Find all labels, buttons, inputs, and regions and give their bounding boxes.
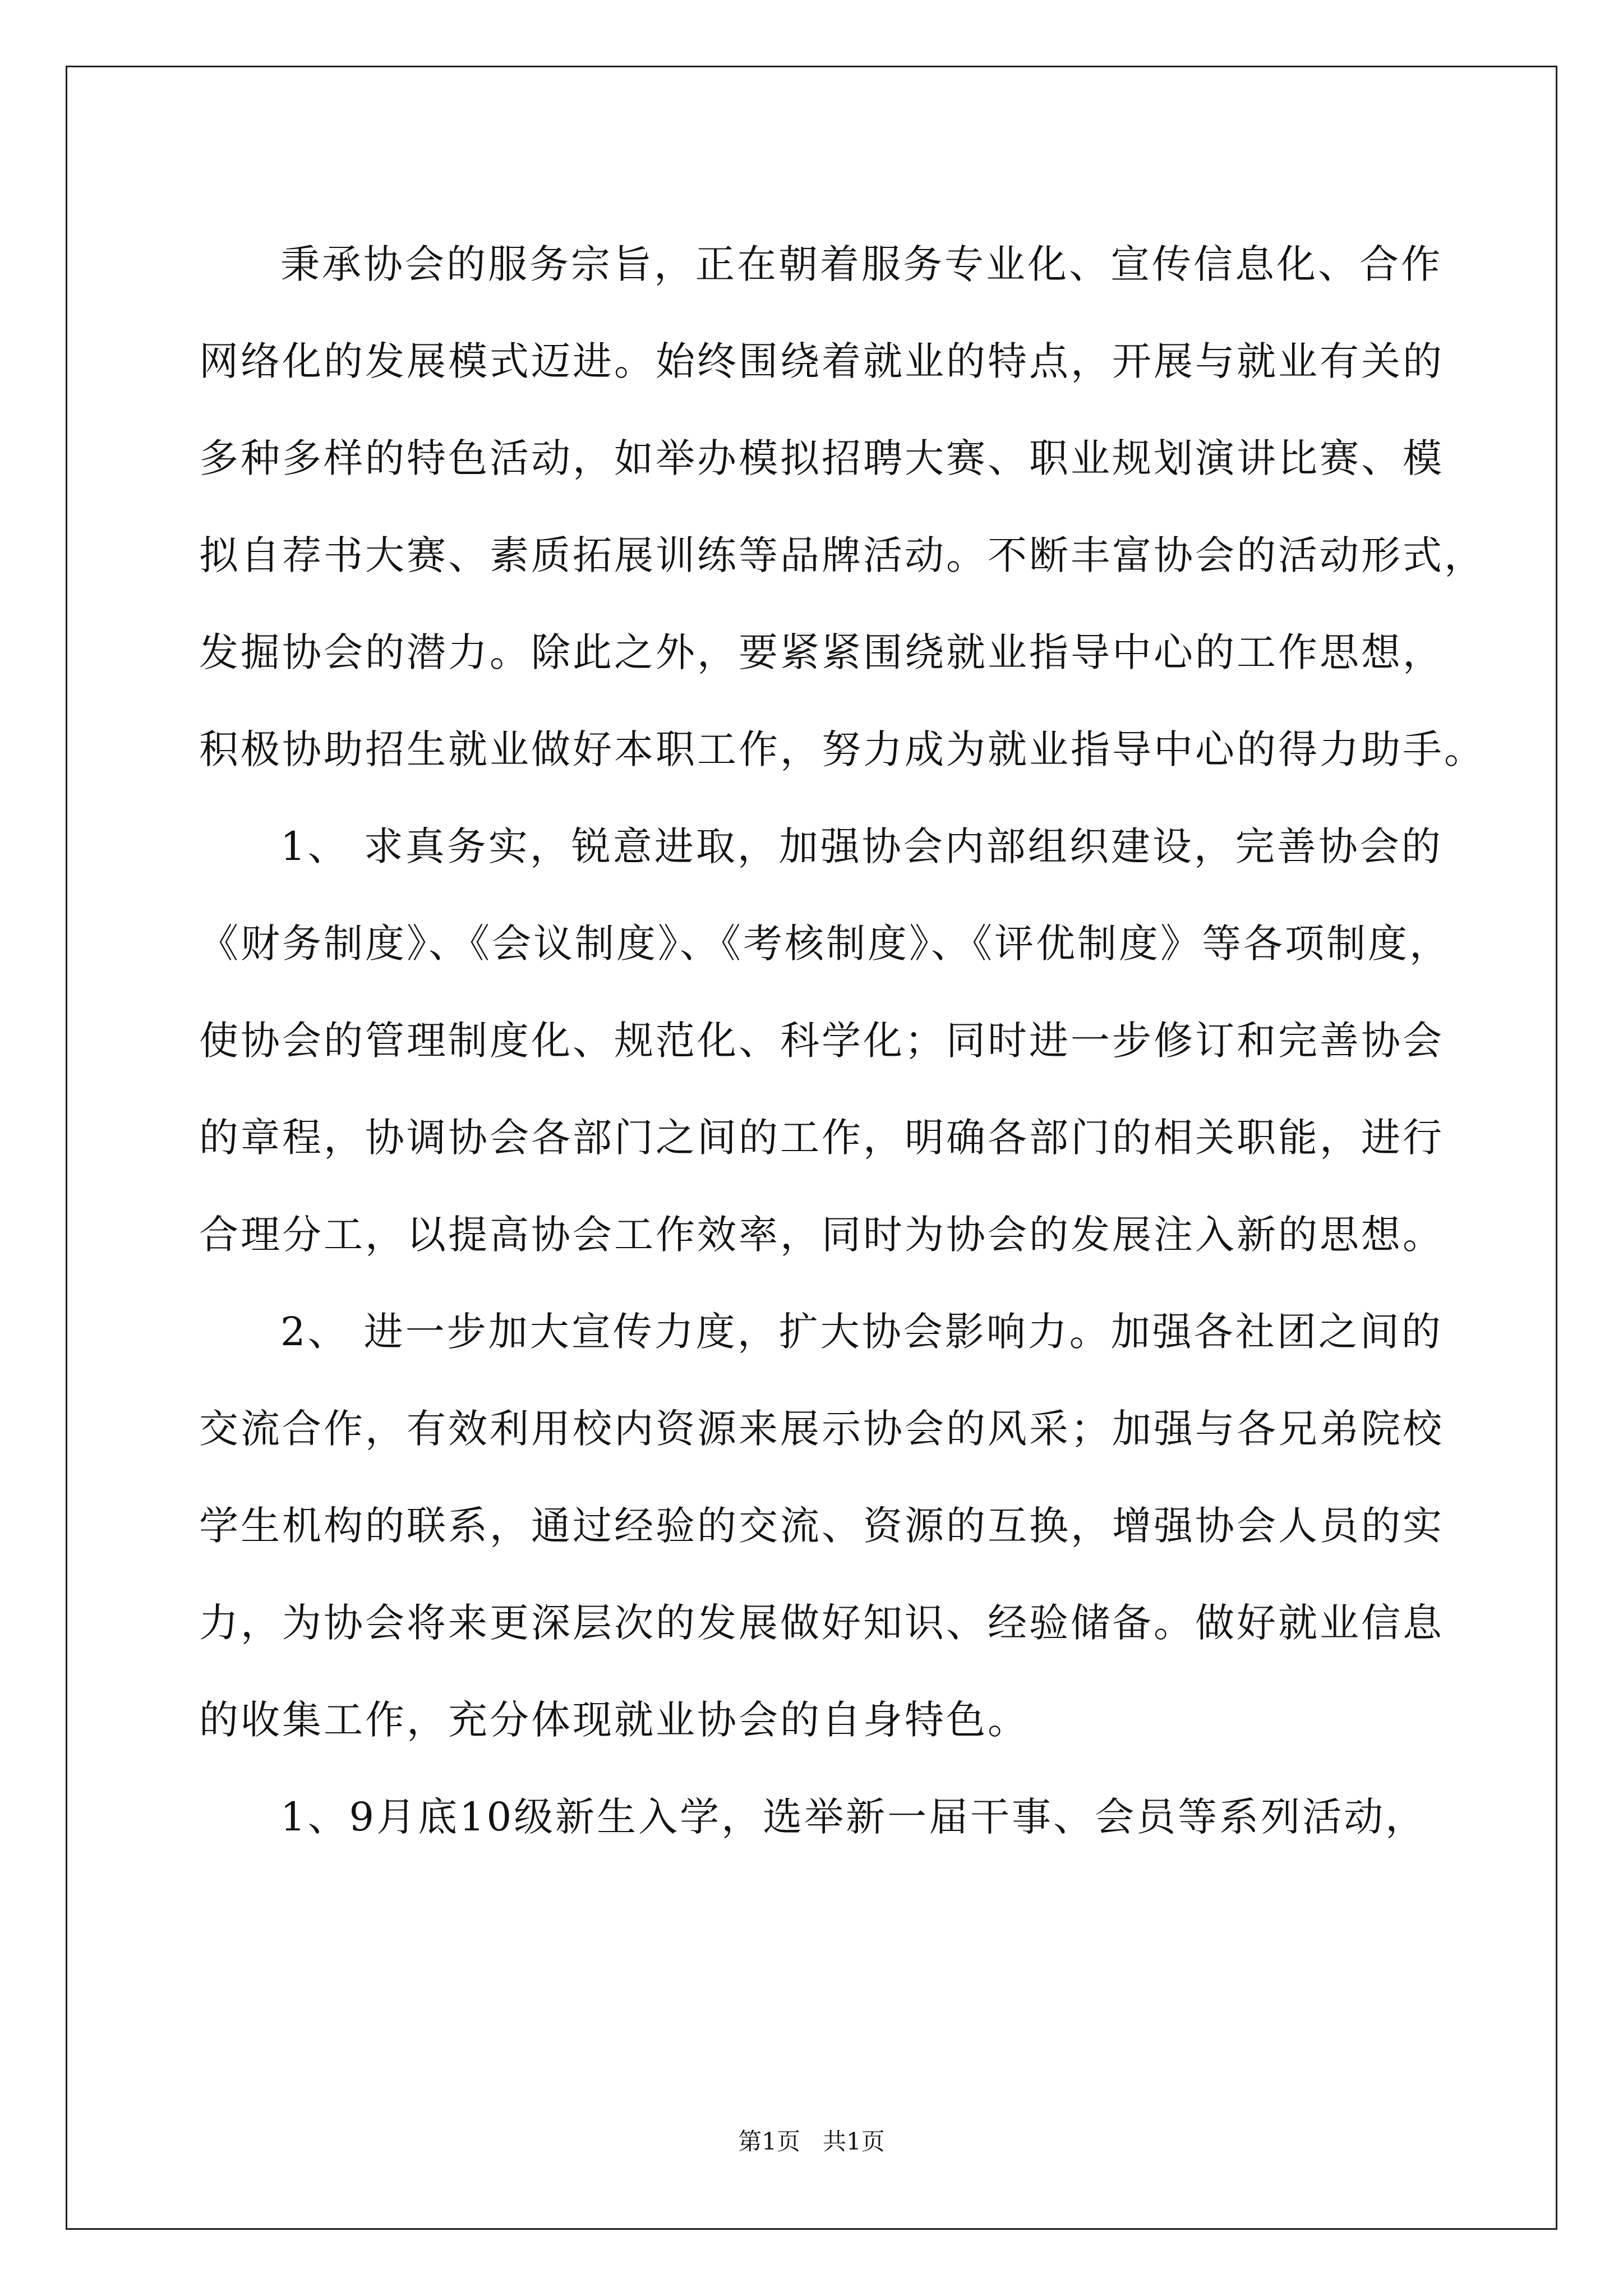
text-line-11: 合理分工，以提高协会工作效率，同时为协会的发展注入新的思想。: [199, 1212, 1444, 1258]
text-line-17: 1、9月底10级新生入学，选举新一届干事、会员等系列活动，: [280, 1794, 1427, 1840]
text-line-13: 交流合作，有效利用校内资源来展示协会的风采；加强与各兄弟院校: [199, 1406, 1444, 1452]
page-footer: [0, 2125, 1623, 2159]
text-line-15: 力，为协会将来更深层次的发展做好知识、经验储备。做好就业信息: [199, 1600, 1444, 1646]
text-line-5: 发掘协会的潜力。除此之外，要紧紧围绕就业指导中心的工作思想，: [199, 629, 1444, 675]
text-line-6: 积极协助招生就业做好本职工作，努力成为就业指导中心的得力助手。: [199, 726, 1486, 772]
text-line-3: 多种多样的特色活动，如举办模拟招聘大赛、职业规划演讲比赛、模: [199, 435, 1444, 481]
text-line-7: 1、 求真务实，锐意进取，加强协会内部组织建设，完善协会的: [280, 823, 1443, 869]
text-line-4: 拟自荐书大赛、素质拓展训练等品牌活动。不断丰富协会的活动形式，: [199, 532, 1486, 578]
text-line-12: 2、 进一步加大宣传力度，扩大协会影响力。加强各社团之间的: [280, 1309, 1443, 1355]
text-line-16: 的收集工作，充分体现就业协会的自身特色。: [199, 1697, 1029, 1743]
text-line-9: 使协会的管理制度化、规范化、科学化；同时进一步修订和完善协会: [199, 1018, 1444, 1064]
text-line-14: 学生机构的联系，通过经验的交流、资源的互换，增强协会人员的实: [199, 1503, 1444, 1549]
text-line-8: 《财务制度》、《会议制度》、《考核制度》、《评优制度》等各项制度，: [199, 921, 1451, 967]
document-body: [199, 216, 1486, 1866]
text-line-10: 的章程，协调协会各部门之间的工作，明确各部门的相关职能，进行: [199, 1115, 1444, 1161]
text-line-2: 网络化的发展模式迈进。始终围绕着就业的特点，开展与就业有关的: [199, 338, 1444, 384]
text-line-1: 秉承协会的服务宗旨，正在朝着服务专业化、宣传信息化、合作: [280, 241, 1442, 287]
page-number-current: 第1页: [738, 2128, 800, 2155]
page-number-total: 共1页: [823, 2128, 885, 2155]
